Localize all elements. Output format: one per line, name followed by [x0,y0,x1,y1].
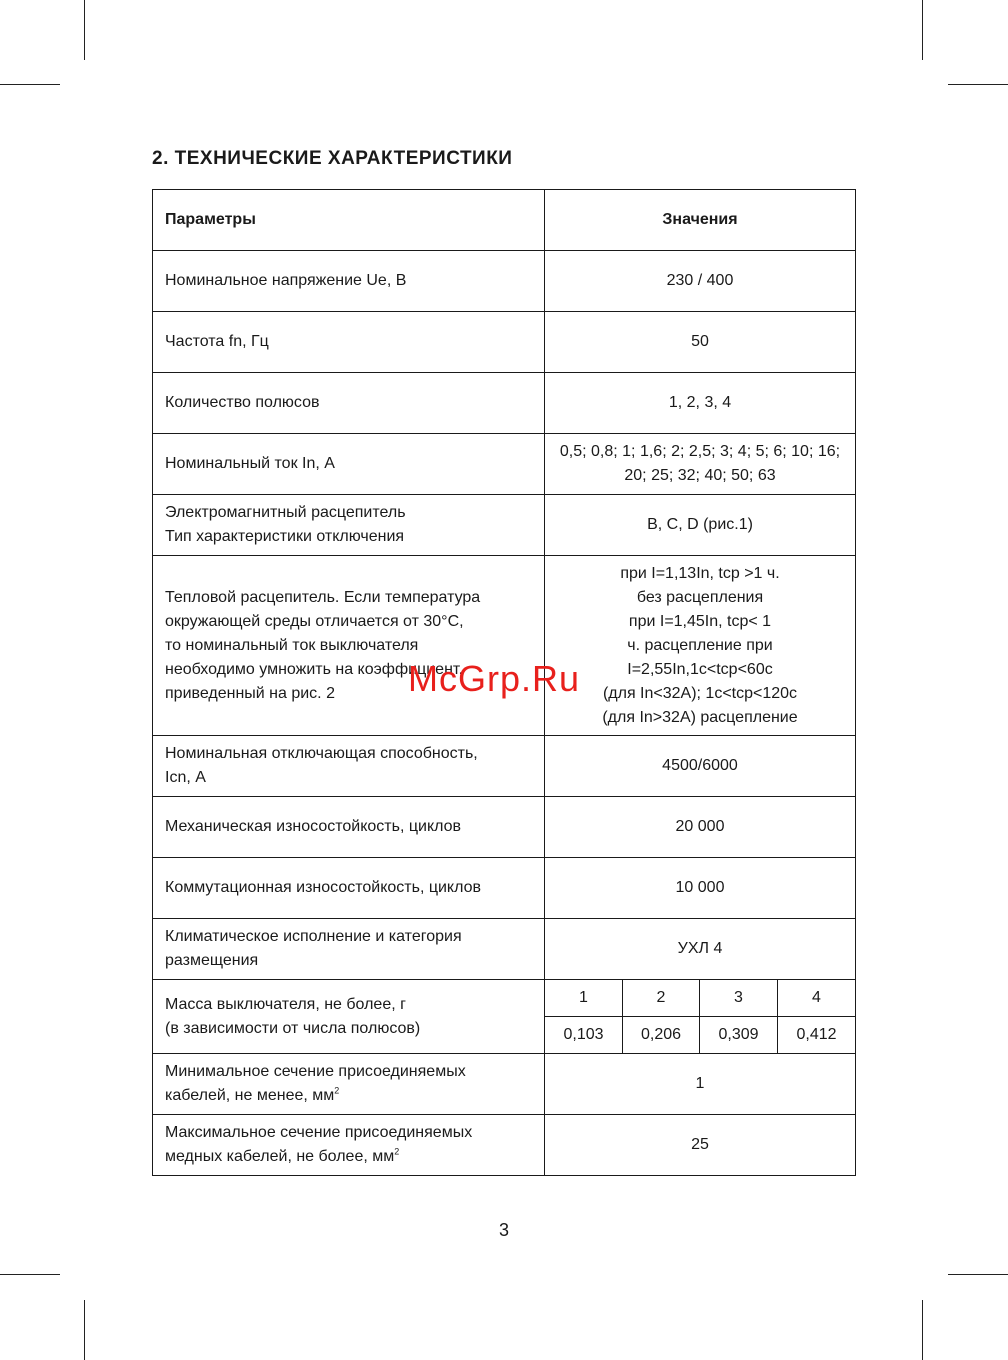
header-parameters: Параметры [153,190,545,251]
param-cell: Частота fn, Гц [153,312,545,373]
crop-mark [0,1274,60,1275]
value-cell: 25 [545,1115,856,1176]
table-row [153,556,856,736]
param-line: Минимальное сечение присоединяемых [165,1063,466,1080]
crop-mark [84,0,85,60]
value-line: I=2,55In,1c<tср<60c [627,660,773,678]
value-line: 0,5; 0,8; 1; 1,6; 2; 2,5; 3; 4; 5; 6; 10; 16; [559,443,841,460]
table-row [153,1115,856,1176]
param-cell [153,1115,545,1176]
param-line-text: кабелей, не менее, мм [165,1087,335,1104]
value-cell: B, C, D (рис.1) [545,495,856,556]
table-row-mass-poles [153,980,856,1017]
param-line: Климатическое исполнение и категория [165,928,462,945]
param-cell [153,980,545,1054]
param-line: Электромагнитный расцепитель [165,504,406,521]
mass-value-cell: 0,206 [623,1017,700,1054]
value-cell [545,556,856,736]
mass-value-cell: 0,412 [778,1017,856,1054]
param-line: Масса выключателя, не более, г [165,995,406,1013]
table-row [153,312,856,373]
table-row [153,495,856,556]
param-line: Тип характеристики отключения [165,528,405,545]
value-line: без расцепления [636,588,764,606]
crop-mark [922,1300,923,1360]
param-line: окружающей среды отличается от 30°C, [165,612,464,630]
param-line: Тепловой расцепитель. Если температура [165,588,481,606]
crop-mark [84,1300,85,1360]
crop-mark [922,0,923,60]
crop-mark [948,1274,1008,1275]
value-line: (для In<32A); 1c<tср<120c [602,684,798,702]
value-line: (для In>32A) расцепление [602,708,798,726]
unit-superscript: 2 [394,1146,400,1157]
table-row [153,373,856,434]
pole-count-cell: 1 [545,980,623,1017]
param-cell: Количество полюсов [153,373,545,434]
value-line: при I=1,45In, tср< 1 [628,612,772,630]
value-cell: 50 [545,312,856,373]
value-cell: 230 / 400 [545,251,856,312]
param-line: (в зависимости от числа полюсов) [165,1019,421,1037]
param-line: Icn, А [165,769,206,786]
table-row [153,434,856,495]
mass-value-cell: 0,309 [700,1017,778,1054]
param-line: необходимо умножить на коэффициент, [165,660,463,678]
section-title: 2. ТЕХНИЧЕСКИЕ ХАРАКТЕРИСТИКИ [152,148,513,169]
value-line: 20; 25; 32; 40; 50; 63 [624,467,776,484]
param-line [165,1084,534,1108]
mass-value-cell: 0,103 [545,1017,623,1054]
value-line: при I=1,13In, tср >1 ч. [620,564,780,582]
unit-superscript: 2 [334,1085,340,1096]
value-cell [545,434,856,495]
param-cell [153,1054,545,1115]
param-cell [153,495,545,556]
value-line: ч. расцепление при [627,636,773,654]
crop-mark [948,84,1008,85]
param-cell: Номинальный ток In, А [153,434,545,495]
table-row [153,1054,856,1115]
pole-count-cell: 2 [623,980,700,1017]
table-row [153,251,856,312]
pole-count-cell: 3 [700,980,778,1017]
param-line [165,1145,534,1169]
param-cell [153,919,545,980]
param-line-text: медных кабелей, не более, мм [165,1148,395,1165]
param-line: Максимальное сечение присоединяемых [165,1124,473,1141]
param-cell: Коммутационная износостойкость, циклов [153,858,545,919]
table-row [153,797,856,858]
table-row [153,858,856,919]
value-cell: 10 000 [545,858,856,919]
page-number: 3 [498,1220,509,1240]
value-cell: 4500/6000 [545,736,856,797]
param-cell [153,556,545,736]
crop-mark [0,84,60,85]
param-line: Номинальная отключающая способность, [165,745,478,762]
watermark: McGrp.Ru [408,658,581,699]
param-line: размещения [165,952,259,969]
param-cell: Механическая износостойкость, циклов [153,797,545,858]
param-line: то номинальный ток выключателя [165,636,419,654]
value-cell: 20 000 [545,797,856,858]
value-cell: 1, 2, 3, 4 [545,373,856,434]
value-cell: 1 [545,1054,856,1115]
value-cell: УХЛ 4 [545,919,856,980]
param-cell: Номинальное напряжение Ue, В [153,251,545,312]
header-values: Значения [545,190,856,251]
table-row [153,736,856,797]
table-header-row [153,190,856,251]
pole-count-cell: 4 [778,980,856,1017]
table-row [153,919,856,980]
param-line: приведенный на рис. 2 [165,684,335,702]
param-cell [153,736,545,797]
